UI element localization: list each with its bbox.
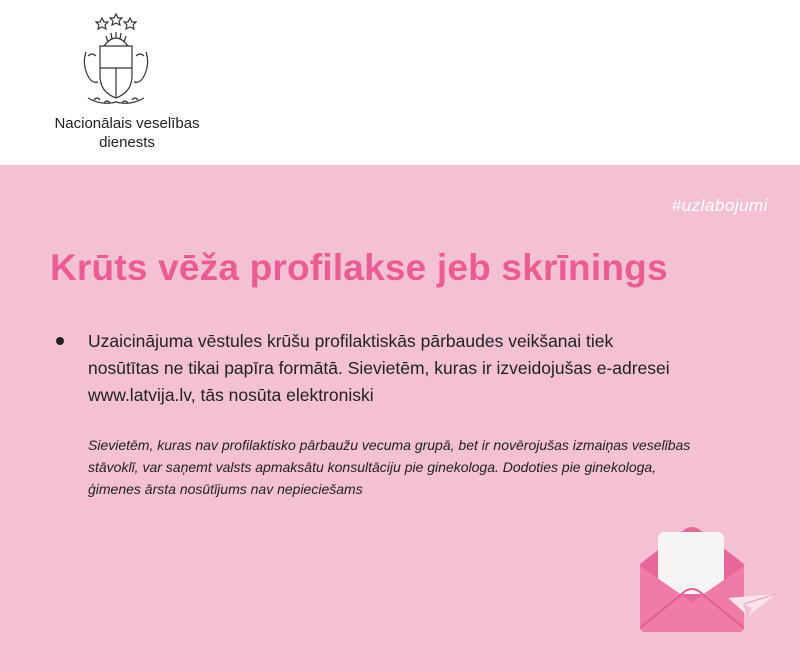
hashtag: #uzlabojumi bbox=[671, 196, 768, 215]
note-text: Sievietēm, kuras nav profilaktisko pārbaužu vecuma grupā, bet ir novērojušas izmaiņas veselības stāvoklī, var saņemt valsts apmaksātu konsultāciju pie ginekologa. Dodoties pie ginekologa, ģimenes ārsta nosūtījums nav nepieciešams bbox=[88, 437, 691, 497]
header bbox=[0, 0, 800, 165]
bullet-text: Uzaicinājuma vēstules krūšu profilaktiskās pārbaudes veikšanai tiek nosūtītas ne tikai papīra formātā. Sievietēm, kuras ir izveidojušas e-adresei www.latvija.lv, tās nosūta elektroniski bbox=[88, 331, 670, 405]
page-title: Krūts vēža profilakse jeb skrīnings bbox=[50, 247, 668, 288]
organization-name-line2: dienests bbox=[99, 134, 155, 151]
bullet-point bbox=[56, 337, 64, 345]
organization-name-line1: Nacionālais veselības bbox=[54, 115, 200, 132]
coat-of-arms-icon bbox=[78, 12, 154, 112]
organization-name bbox=[52, 114, 202, 152]
envelope-icon bbox=[632, 520, 780, 636]
